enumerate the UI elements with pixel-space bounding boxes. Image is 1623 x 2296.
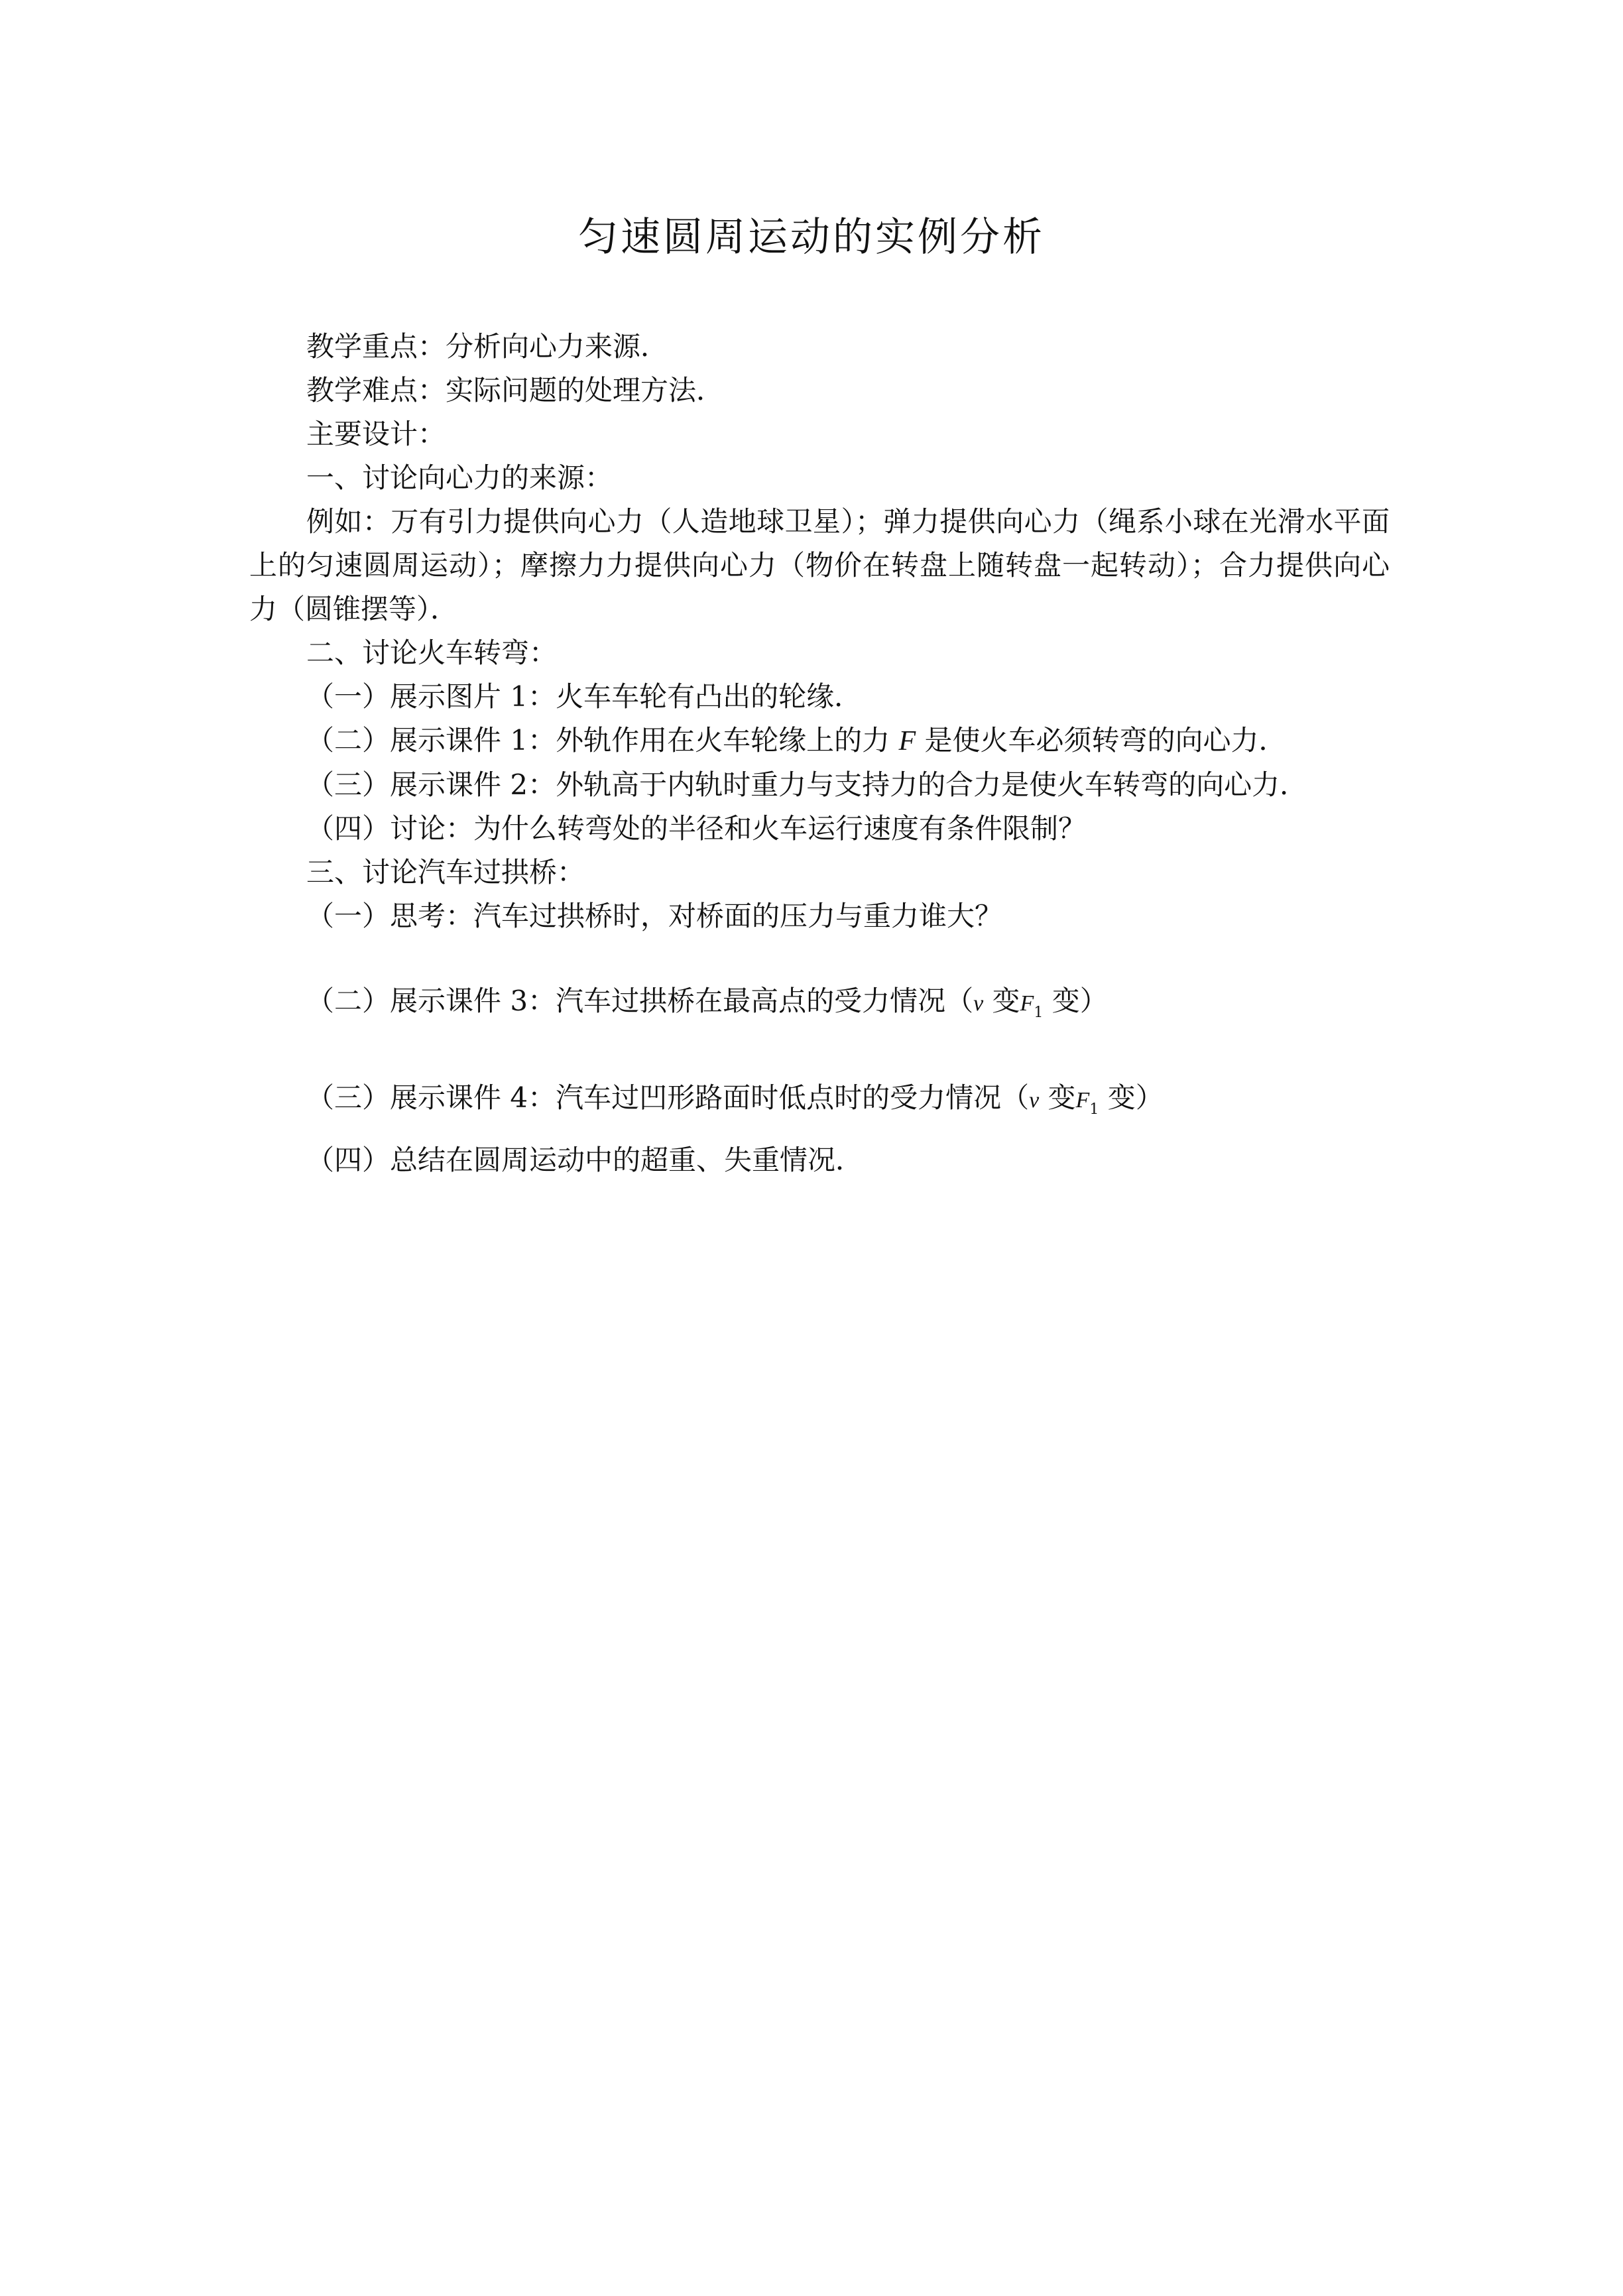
item-text: 是使火车必须转弯的向心力． xyxy=(924,724,1287,756)
section-2-heading: 二、讨论火车转弯： xyxy=(306,636,558,669)
section-2-item-4: （四）讨论：为什么转弯处的半径和火车运行速度有条件限制？ xyxy=(306,812,1087,845)
item-text: （三）展示课件 4：汽车过凹形路面时低点时的受力情况（ xyxy=(306,1081,1030,1114)
force-variable: F xyxy=(1020,991,1034,1016)
section-2-item-2 xyxy=(249,719,1390,763)
force-variable: F xyxy=(1075,1088,1090,1113)
teaching-focus: 教学重点：分析向心力来源． xyxy=(306,330,669,363)
velocity-variable: v xyxy=(1029,1088,1040,1113)
section-3-item-3 xyxy=(249,1076,1390,1132)
section-1-example: 例如：万有引力提供向心力（人造地球卫星）；弹力提供向心力（绳系小球在光滑水平面上的匀速圆周运动）；摩擦力力提供向心力（物价在转盘上随转盘一起转动）；合力提供向心力（圆锥摆等）． xyxy=(249,505,1390,625)
item-text: 变 xyxy=(1048,1081,1076,1114)
spacer xyxy=(249,1035,1390,1076)
item-text: 变 xyxy=(992,985,1020,1017)
page-title: 匀速圆周运动的实例分析 xyxy=(578,214,1045,261)
section-3-item-1: （一）思考：汽车过拱桥时，对桥面的压力与重力谁大？ xyxy=(306,900,1003,932)
teaching-difficulty: 教学难点：实际问题的处理方法． xyxy=(306,374,725,406)
force-subscript: 1 xyxy=(1089,1101,1099,1118)
section-2-item-1: （一）展示图片 1：火车车轮有凸出的轮缘． xyxy=(306,680,863,713)
item-text: 变） xyxy=(1107,1081,1164,1114)
document-body xyxy=(249,325,1390,1182)
item-text: （二）展示课件 3：汽车过拱桥在最高点的受力情况（ xyxy=(306,985,974,1017)
force-variable: F xyxy=(898,726,916,756)
force-subscript: 1 xyxy=(1034,1004,1044,1021)
spacer xyxy=(249,938,1390,979)
velocity-variable: v xyxy=(973,991,984,1016)
item-text: （二）展示课件 1：外轨作用在火车轮缘上的力 xyxy=(306,724,890,756)
section-3-item-4: （四）总结在圆周运动中的超重、失重情况． xyxy=(306,1144,864,1176)
section-1-heading: 一、讨论向心力的来源： xyxy=(306,461,613,494)
section-2-item-3: （三）展示课件 2：外轨高于内轨时重力与支持力的合力是使火车转弯的向心力． xyxy=(306,768,1308,801)
main-design: 主要设计： xyxy=(306,418,446,450)
item-text: 变） xyxy=(1052,985,1108,1017)
section-3-item-2 xyxy=(249,979,1390,1035)
section-3-heading: 三、讨论汽车过拱桥： xyxy=(306,856,585,888)
